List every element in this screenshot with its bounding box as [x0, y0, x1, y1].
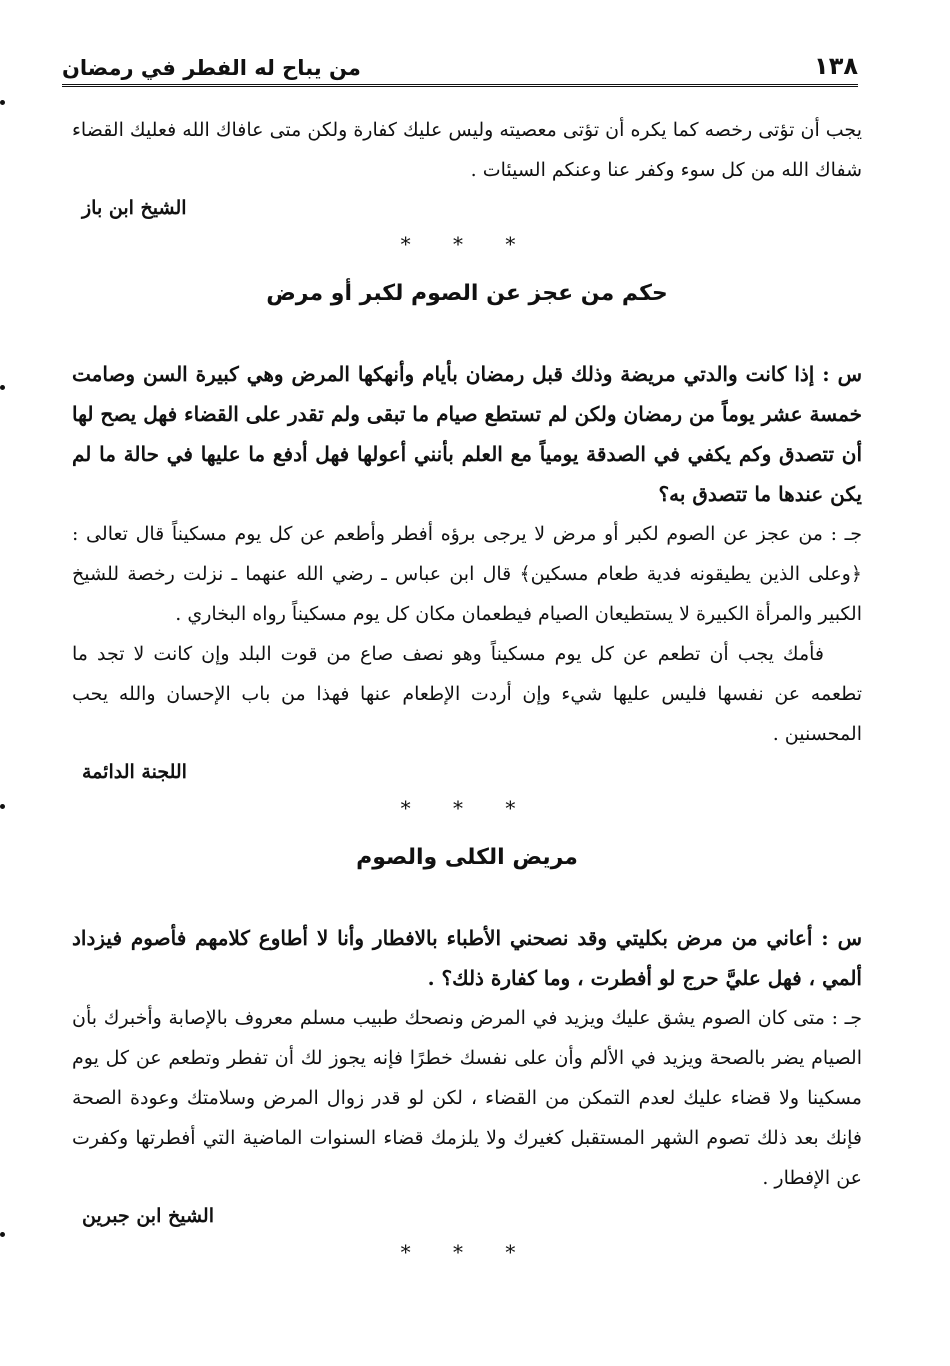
signature-ibn-jibreen: الشيخ ابن جبرين [82, 1205, 214, 1227]
answer-paragraph: جـ : من عجز عن الصوم لكبر أو مرض لا يرجى برؤه أفطر وأطعم عن كل يوم مسكيناً قال تعالى : ﴿وعلى الذين يطيقونه فدية طعام مسكين﴾ قال ابن عباس ـ رضي الله عنهما ـ نزلت رخصة للشيخ الكبير والمرأة الكبيرة لا يستطيعان الصيام فيطعمان مكان كل يوم مسكيناً رواه البخاري . [72, 523, 862, 625]
section-title-kidney-patient: مريض الكلى والصوم [356, 845, 578, 870]
margin-mark [0, 804, 5, 809]
margin-mark [0, 1232, 5, 1237]
separator-stars: * * * [400, 1240, 534, 1264]
section-title-elderly-fasting: حكم من عجز عن الصوم لكبر أو مرض [266, 281, 668, 306]
running-title: من يباح له الفطر في رمضان [62, 56, 361, 80]
margin-mark [0, 385, 5, 390]
margin-mark [0, 100, 5, 105]
continuation-paragraph: يجب أن تؤتى رخصه كما يكره أن تؤتى معصيته وليس عليك كفارة ولكن متى عافاك الله فعليك القضاء شفاك الله من كل سوء وكفر عنا وعنكم السيئات . [72, 119, 862, 181]
answer-paragraph: فأمك يجب أن تطعم عن كل يوم مسكيناً وهو نصف صاع من قوت البلد وإن كانت لا تجد ما تطعمه عن نفسها فليس عليها شيء وإن أردت الإطعام عنها فهذا من باب الإحسان والله يحب المحسنين . [72, 643, 862, 745]
header-rule [62, 84, 858, 87]
signature-permanent-committee: اللجنة الدائمة [82, 761, 187, 783]
question-paragraph: س : أعاني من مرض بكليتي وقد نصحني الأطباء بالافطار وأنا لا أطاوع كلامهم فأصوم فيزداد ألمي ، فهل عليَّ حرج لو أفطرت ، وما كفارة ذلك؟ . [72, 926, 862, 990]
answer-paragraph: جـ : متى كان الصوم يشق عليك ويزيد في المرض ونصحك طبيب مسلم معروف بالإصابة وأخبرك بأن الصيام يضر بالصحة ويزيد في الألم وأن على نفسك خطرًا فإنه يجوز لك أن تفطر وتطعم عن كل يوم مسكينا ولا قضاء عليك لعدم التمكن من القضاء ، لكن لو قدر زوال المرض وسلامتك وعودة الصحة فإنك بعد ذلك تصوم الشهر المستقبل كغيرك ولا يلزمك قضاء السنوات الماضية التي أفطرتها وكفرت عن الإفطار . [72, 1007, 862, 1189]
separator-stars: * * * [400, 796, 534, 820]
page-header [62, 40, 858, 80]
separator-stars: * * * [400, 232, 534, 256]
page-body [72, 110, 862, 1270]
signature-ibn-baz: الشيخ ابن باز [82, 197, 187, 219]
question-paragraph: س : إذا كانت والدتي مريضة وذلك قبل رمضان بأيام وأنهكها المرض وهي كبيرة السن وصامت خمسة عشر يوماً من رمضان ولكن لم تستطع صيام ما تبقى ولم تقدر على القضاء فهل يصح لها أن تتصدق وكم يكفي في الصدقة يومياً مع العلم بأنني أعولها فهل أدفع ما عليها في حالة ما لم يكن عندها ما تتصدق به؟ [72, 362, 862, 506]
page-number: ١٣٨ [814, 52, 858, 80]
